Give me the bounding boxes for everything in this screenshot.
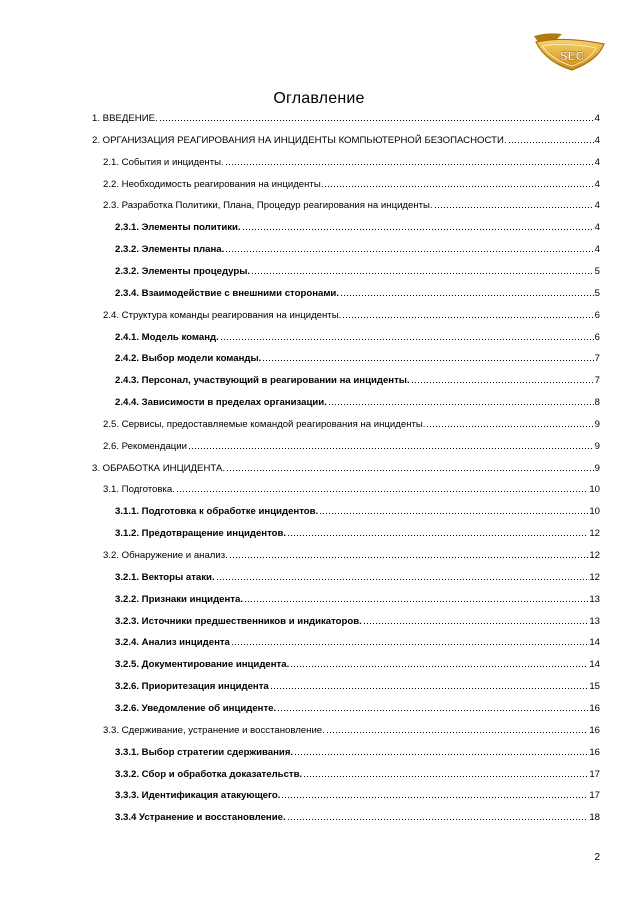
sec-logo — [528, 30, 608, 74]
toc-entry-page: 13 — [589, 615, 600, 627]
toc-entry-page: 4 — [594, 156, 600, 168]
toc-entry-text: 2.1. События и инциденты. — [103, 156, 224, 168]
toc-leader-dots — [216, 570, 589, 580]
toc-entry-text: 2.2. Необходимость реагирования на инциденты. — [103, 178, 324, 190]
toc-entry-page: 8 — [594, 397, 600, 409]
toc-entry-text: 2.6. Рекомендации — [103, 440, 187, 452]
toc-leader-dots — [328, 395, 594, 405]
toc-leader-dots — [290, 657, 588, 667]
toc-entry[interactable] — [115, 701, 600, 715]
toc-entry[interactable] — [103, 417, 600, 431]
toc-leader-dots — [231, 635, 588, 645]
toc-entry-page: 4 — [594, 244, 600, 256]
toc-leader-dots — [426, 417, 593, 427]
toc-leader-dots — [434, 198, 594, 208]
toc-entry-page: 12 — [589, 550, 600, 561]
toc-entry-page: 4 — [594, 200, 600, 212]
toc-entry-page: 16 — [589, 746, 600, 758]
toc-entry-page: 10 — [589, 506, 600, 518]
toc-entry[interactable] — [115, 220, 600, 234]
toc-leader-dots — [287, 526, 588, 536]
toc-entry-page: 9 — [594, 418, 600, 430]
toc-entry-text: 3.1.2. Предотвращение инцидентов. — [115, 528, 287, 540]
toc-entry[interactable] — [103, 198, 600, 212]
toc-leader-dots — [319, 504, 588, 514]
toc-entry-text: 3.2. Обнаружение и анализ. — [103, 550, 228, 561]
toc-leader-dots — [294, 745, 588, 755]
toc-entry-page: 5 — [594, 265, 600, 277]
toc-entry-page: 4 — [594, 134, 600, 146]
toc-entry[interactable] — [103, 439, 600, 453]
toc-entry[interactable] — [115, 679, 600, 693]
toc-entry-text: 3.2.6. Уведомление об инциденте. — [115, 702, 277, 714]
toc-entry-page: 18 — [589, 812, 600, 824]
toc-entry[interactable] — [115, 242, 600, 256]
toc-leader-dots — [262, 351, 593, 361]
toc-entry[interactable] — [103, 723, 600, 737]
toc-leader-dots — [340, 286, 594, 296]
toc-leader-dots — [251, 264, 594, 274]
toc-entry[interactable] — [103, 308, 600, 322]
toc-entry-text: 3.3.2. Сбор и обработка доказательств. — [115, 768, 303, 780]
toc-entry-text: 3.2.4. Анализ инцидента — [115, 637, 230, 649]
toc-entry-page: 12 — [589, 571, 600, 583]
toc-entry-text: 3.1.1. Подготовка к обработке инцидентов. — [115, 506, 319, 518]
toc-entry-page: 4 — [594, 222, 600, 234]
toc-leader-dots — [225, 242, 593, 252]
toc-leader-dots — [188, 439, 594, 449]
toc-entry-text: 2.4. Структура команды реагирования на инциденты. — [103, 309, 342, 321]
toc-entry[interactable] — [115, 504, 600, 518]
page-number: 2 — [594, 852, 600, 863]
toc-leader-dots — [324, 177, 593, 187]
toc-leader-dots — [176, 482, 589, 492]
toc-entry[interactable] — [115, 395, 600, 409]
toc-entry-page: 6 — [594, 309, 600, 321]
toc-entry[interactable] — [115, 810, 600, 824]
toc-entry[interactable] — [115, 767, 600, 781]
toc-leader-dots — [287, 810, 589, 820]
toc-entry-text: 3.2.2. Признаки инцидента. — [115, 593, 243, 605]
toc-entry-page: 4 — [594, 178, 600, 190]
toc-title: Оглавление — [273, 90, 365, 107]
toc-entry-text: 2.4.3. Персонал, участвующий в реагировании на инциденты. — [115, 375, 410, 387]
toc-entry[interactable] — [115, 635, 600, 649]
toc-entry-text: 3. ОБРАБОТКА ИНЦИДЕНТА. — [92, 462, 225, 474]
toc-entry-page: 17 — [589, 790, 600, 802]
toc-entry-text: 3.3. Сдерживание, устранение и восстановление. — [103, 724, 325, 736]
toc-leader-dots — [225, 155, 594, 165]
toc-entry-page: 12 — [589, 528, 600, 540]
toc-leader-dots — [244, 592, 588, 602]
toc-entry-text: 2.3.1. Элементы политики. — [115, 222, 241, 234]
toc-leader-dots — [220, 330, 594, 340]
toc-entry-text: 2.4.1. Модель команд. — [115, 331, 219, 343]
toc-entry[interactable] — [103, 482, 600, 496]
toc-entry-text: 2.5. Сервисы, предоставляемые командой реагирования на инциденты. — [103, 418, 426, 430]
toc-entry-page: 7 — [594, 375, 600, 387]
toc-entry[interactable] — [115, 286, 600, 300]
toc-entry[interactable] — [115, 592, 600, 606]
toc-entry-text: 3.3.1. Выбор стратегии сдерживания. — [115, 746, 294, 758]
toc-leader-dots — [411, 373, 594, 383]
toc-entry[interactable] — [115, 570, 600, 584]
toc-entry[interactable] — [103, 155, 600, 169]
toc-entry-page: 13 — [589, 593, 600, 605]
toc-entry-page: 16 — [589, 702, 600, 714]
toc-entry[interactable] — [92, 461, 600, 475]
toc-entry-text: 2. ОРГАНИЗАЦИЯ РЕАГИРОВАНИЯ НА ИНЦИДЕНТЫ КОМПЬЮТЕРНОЙ БЕЗОПАСНОСТИ. — [92, 134, 507, 146]
toc-entry-text: 3.2.5. Документирование инцидента. — [115, 659, 290, 671]
toc-entry[interactable] — [115, 351, 600, 365]
toc-entry-text: 3.2.3. Источники предшественников и индикаторов. — [115, 615, 362, 627]
toc-entry[interactable] — [115, 745, 600, 759]
toc-entry-text: 2.4.4. Зависимости в пределах организации. — [115, 397, 327, 409]
logo-text: SEC — [559, 49, 585, 63]
toc-entry[interactable] — [115, 330, 600, 344]
toc-entry[interactable] — [115, 657, 600, 671]
toc-entry[interactable] — [115, 264, 600, 278]
toc-entry[interactable] — [92, 111, 600, 125]
toc-entry[interactable] — [103, 548, 600, 562]
toc-leader-dots — [229, 548, 589, 558]
toc-entry-page: 10 — [589, 484, 600, 496]
toc-leader-dots — [363, 614, 589, 624]
toc-entry-text: 3.3.3. Идентификация атакующего. — [115, 790, 281, 802]
toc-leader-dots — [242, 220, 594, 230]
toc-entry-page: 4 — [594, 113, 600, 124]
toc-entry-text: 3.2.6. Приоритезация инцидента — [115, 681, 269, 693]
toc-entry[interactable] — [115, 373, 600, 387]
toc-leader-dots — [303, 767, 588, 777]
toc-entry-text: 2.3.4. Взаимодействие с внешними сторонами. — [115, 287, 339, 299]
toc-entry[interactable] — [115, 614, 600, 628]
toc-entry-text: 2.3.2. Элементы плана. — [115, 244, 225, 256]
toc-leader-dots — [226, 461, 594, 471]
toc-leader-dots — [277, 701, 588, 711]
toc-entry[interactable] — [115, 788, 600, 802]
toc-entry-page: 7 — [594, 353, 600, 365]
toc-entry-page: 5 — [594, 287, 600, 299]
toc-entry-text: 2.4.2. Выбор модели команды. — [115, 353, 262, 365]
toc-entry-page: 17 — [589, 768, 600, 780]
toc-entry-page: 14 — [589, 637, 600, 649]
toc-entry-page: 14 — [589, 659, 600, 671]
toc-leader-dots — [270, 679, 589, 689]
toc-entry[interactable] — [115, 526, 600, 540]
toc-entry-text: 3.3.4 Устранение и восстановление. — [115, 812, 286, 824]
toc-entry-page: 15 — [589, 681, 600, 693]
toc-entry-text: 3.1. Подготовка. — [103, 484, 175, 496]
toc-leader-dots — [159, 111, 594, 121]
toc-entry-page: 6 — [594, 331, 600, 343]
toc-entry[interactable] — [103, 177, 600, 191]
toc-entry-page: 16 — [589, 724, 600, 736]
toc-entry-text: 2.3. Разработка Политики, Плана, Процедур реагирования на инциденты. — [103, 200, 433, 212]
toc-entry-text: 3.2.1. Векторы атаки. — [115, 571, 215, 583]
toc-entry-page: 9 — [594, 440, 600, 452]
toc-entry-text: 2.3.2. Элементы процедуры. — [115, 265, 251, 277]
toc-leader-dots — [342, 308, 593, 318]
toc-leader-dots — [508, 133, 594, 143]
toc-leader-dots — [281, 788, 588, 798]
toc-leader-dots — [326, 723, 589, 733]
toc-entry-text: 1. ВВЕДЕНИЕ. — [92, 113, 158, 124]
toc-entry[interactable] — [92, 133, 600, 147]
toc-entry-page: 9 — [594, 462, 600, 474]
